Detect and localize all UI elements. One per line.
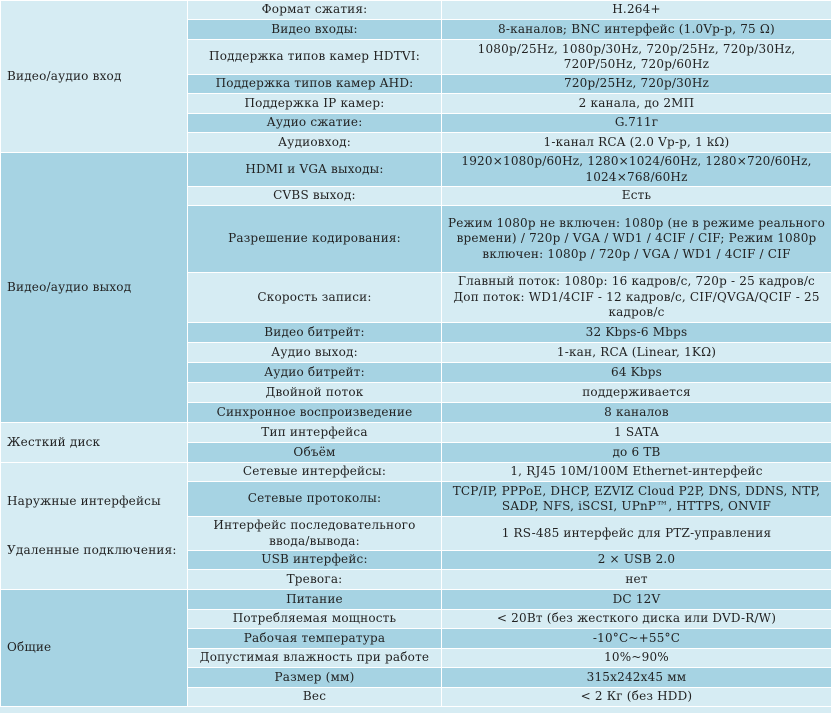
group-hdd: Жесткий диск [1,423,188,463]
spec-label: Тип интерфейса [188,423,442,443]
spec-value: 64 Kbps [442,363,831,383]
spec-value: 32 Kbps-6 Mbps [442,323,831,343]
spec-value: Есть [442,187,831,206]
spec-label: Аудиовход: [188,133,442,153]
table-row [1,463,831,482]
spec-value: -10°C~+55°C [442,629,831,649]
table-row [1,1,831,20]
spec-label: Сетевые интерфейсы: [188,463,442,482]
spec-value: 720p/25Hz, 720p/30Hz [442,75,831,94]
spec-label: Рабочая температура [188,629,442,649]
spec-value: H.264+ [442,1,831,20]
spec-value: 8 каналов [442,403,831,423]
spec-label: Интерфейс последовательного ввода/вывода: [188,517,442,551]
spec-label: Размер (мм) [188,668,442,688]
spec-label: Двойной поток [188,383,442,403]
spec-label: Видео входы: [188,20,442,40]
spec-value: TCP/IP, PPPoE, DHCP, EZVIZ Cloud P2P, DNS, DDNS, NTP, SADP, NFS, iSCSI, UPnP™, HTTPS, ONVIF [442,482,831,517]
spec-value: 1 RS-485 интерфейс для PTZ-управления [442,517,831,551]
spec-label: Аудио битрейт: [188,363,442,383]
spec-label: Вес [188,688,442,707]
spec-value: Режим 1080p не включен: 1080p (не в режиме реального времени) / 720p / VGA / WD1 / 4CIF / CIF; Режим 1080p включен: 1080p / 720p / VGA / WD1 / 4CIF / CIF [442,206,831,273]
spec-label: Сетевые протоколы: [188,482,442,517]
spec-label: Аудио сжатие: [188,114,442,133]
group-video-audio-out: Видео/аудио выход [1,153,188,423]
spec-value: 1920×1080p/60Hz, 1280×1024/60Hz, 1280×720/60Hz, 1024×768/60Hz [442,153,831,187]
spec-label: Поддержка IP камер: [188,94,442,114]
group-remote-label: Удаленные подключения: [7,543,177,557]
group-video-audio-in: Видео/аудио вход [1,1,188,153]
spec-label: Тревога: [188,570,442,590]
spec-value: 1, RJ45 10M/100M Ethernet-интерфейс [442,463,831,482]
spec-label: CVBS выход: [188,187,442,206]
spec-value: 2 × USB 2.0 [442,551,831,570]
spec-label: Разрешение кодирования: [188,206,442,273]
spec-label: Поддержка типов камер HDTVI: [188,40,442,75]
spec-value: 1-канал RCA (2.0 Vp-p, 1 kΩ) [442,133,831,153]
spec-value: 1080p/25Hz, 1080p/30Hz, 720p/25Hz, 720p/30Hz, 720P/50Hz, 720p/60Hz [442,40,831,75]
spec-value: DC 12V [442,590,831,610]
spec-value: < 2 Кг (без HDD) [442,688,831,707]
spec-label: Синхронное воспроизведение [188,403,442,423]
spec-value: G.711г [442,114,831,133]
spec-value: 2 канала, до 2МП [442,94,831,114]
spec-label: Поддержка типов камер AHD: [188,75,442,94]
spec-label: Объём [188,443,442,463]
spec-label: Потребляемая мощность [188,610,442,629]
spec-value: 315x242x45 мм [442,668,831,688]
spec-label: Формат сжатия: [188,1,442,20]
table-row [1,423,831,443]
table-row [1,153,831,187]
spec-label: Аудио выход: [188,343,442,363]
group-general: Общие [1,590,188,707]
spec-value: < 20Вт (без жесткого диска или DVD-R/W) [442,610,831,629]
spec-value: 1-кан, RCA (Linear, 1KΩ) [442,343,831,363]
spec-label: Питание [188,590,442,610]
spec-value: нет [442,570,831,590]
spec-label: Видео битрейт: [188,323,442,343]
group-external-interfaces [1,463,188,590]
table-row [1,590,831,610]
spec-value: поддерживается [442,383,831,403]
group-external-label: Наружные интерфейсы [7,493,161,508]
spec-label: USB интерфейс: [188,551,442,570]
spec-value: Главный поток: 1080p: 16 кадров/с, 720p - 25 кадров/с Доп поток: WD1/4CIF - 12 кадров/с, CIF/QVGA/QCIF - 25 кадров/с [442,273,831,323]
spec-label: HDMI и VGA выходы: [188,153,442,187]
spec-value: до 6 TB [442,443,831,463]
spec-value: 10%~90% [442,649,831,668]
spec-label: Скорость записи: [188,273,442,323]
spec-value: 1 SATA [442,423,831,443]
spec-label: Допустимая влажность при работе [188,649,442,668]
spec-value: 8-каналов; BNC интерфейс (1.0Vp-p, 75 Ω) [442,20,831,40]
